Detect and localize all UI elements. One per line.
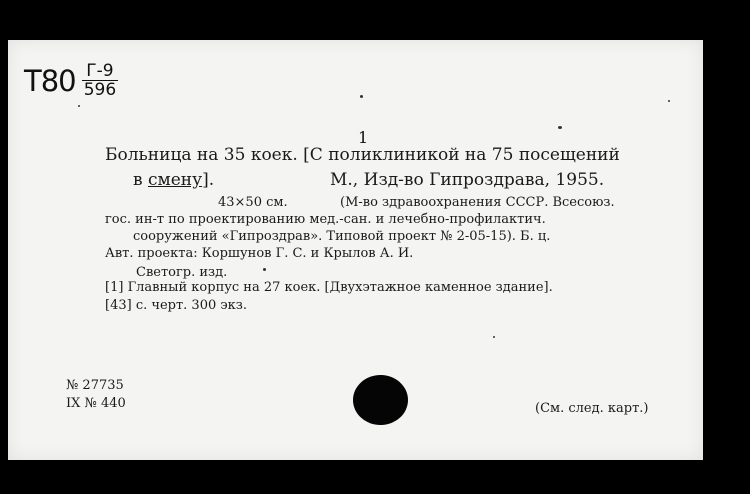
scan-speck	[493, 336, 495, 338]
part-description: Главный корпус на 27 коек. [Двухэтажное каменное здание].	[127, 280, 553, 295]
series-line-3: сооружений «Гипроздрав». Типовой проект № 2-05-15). Б. ц.	[133, 229, 551, 244]
part-label: [1]	[105, 280, 124, 295]
section-number: IX № 440	[66, 396, 126, 411]
authors: Авт. проекта: Коршунов Г. С. и Крылов А. И.	[105, 246, 414, 261]
inventory-number: № 27735	[66, 378, 124, 393]
imprint: М., Изд-во Гипроздрава, 1955.	[330, 170, 605, 190]
scan-speck	[263, 268, 266, 271]
call-number-prefix: Т80	[24, 63, 76, 98]
title-line-1: Больница на 35 коек. [С поликлиникой на 75 посещений	[105, 145, 620, 165]
scan-speck	[360, 95, 363, 98]
print-method: Светогр. изд.	[136, 265, 228, 280]
call-number-denominator: 596	[83, 80, 117, 100]
call-number-numerator: Г-9	[82, 62, 118, 81]
title-line-2-end: ].	[202, 170, 215, 190]
dimensions: 43×50 см.	[218, 195, 288, 210]
part-line	[105, 280, 553, 295]
position-number: 1	[358, 128, 369, 147]
scan-speck	[558, 126, 562, 129]
call-number	[24, 62, 118, 99]
continuation-note: (См. след. карт.)	[535, 401, 649, 416]
call-number-fraction	[82, 62, 118, 99]
punch-hole	[353, 375, 408, 425]
series-line-1: (М-во здравоохранения СССР. Всесоюз.	[340, 195, 615, 210]
scan-speck	[668, 100, 670, 102]
scan-speck	[78, 105, 80, 107]
extent: [43] с. черт. 300 экз.	[105, 298, 248, 313]
title-line-2-underlined: смену	[147, 170, 203, 190]
title-line-2	[133, 170, 214, 190]
catalog-card	[8, 40, 703, 460]
series-line-2: гос. ин-т по проектированию мед.-сан. и лечебно-профилактич.	[105, 212, 546, 227]
title-line-2-start: в	[133, 170, 148, 190]
